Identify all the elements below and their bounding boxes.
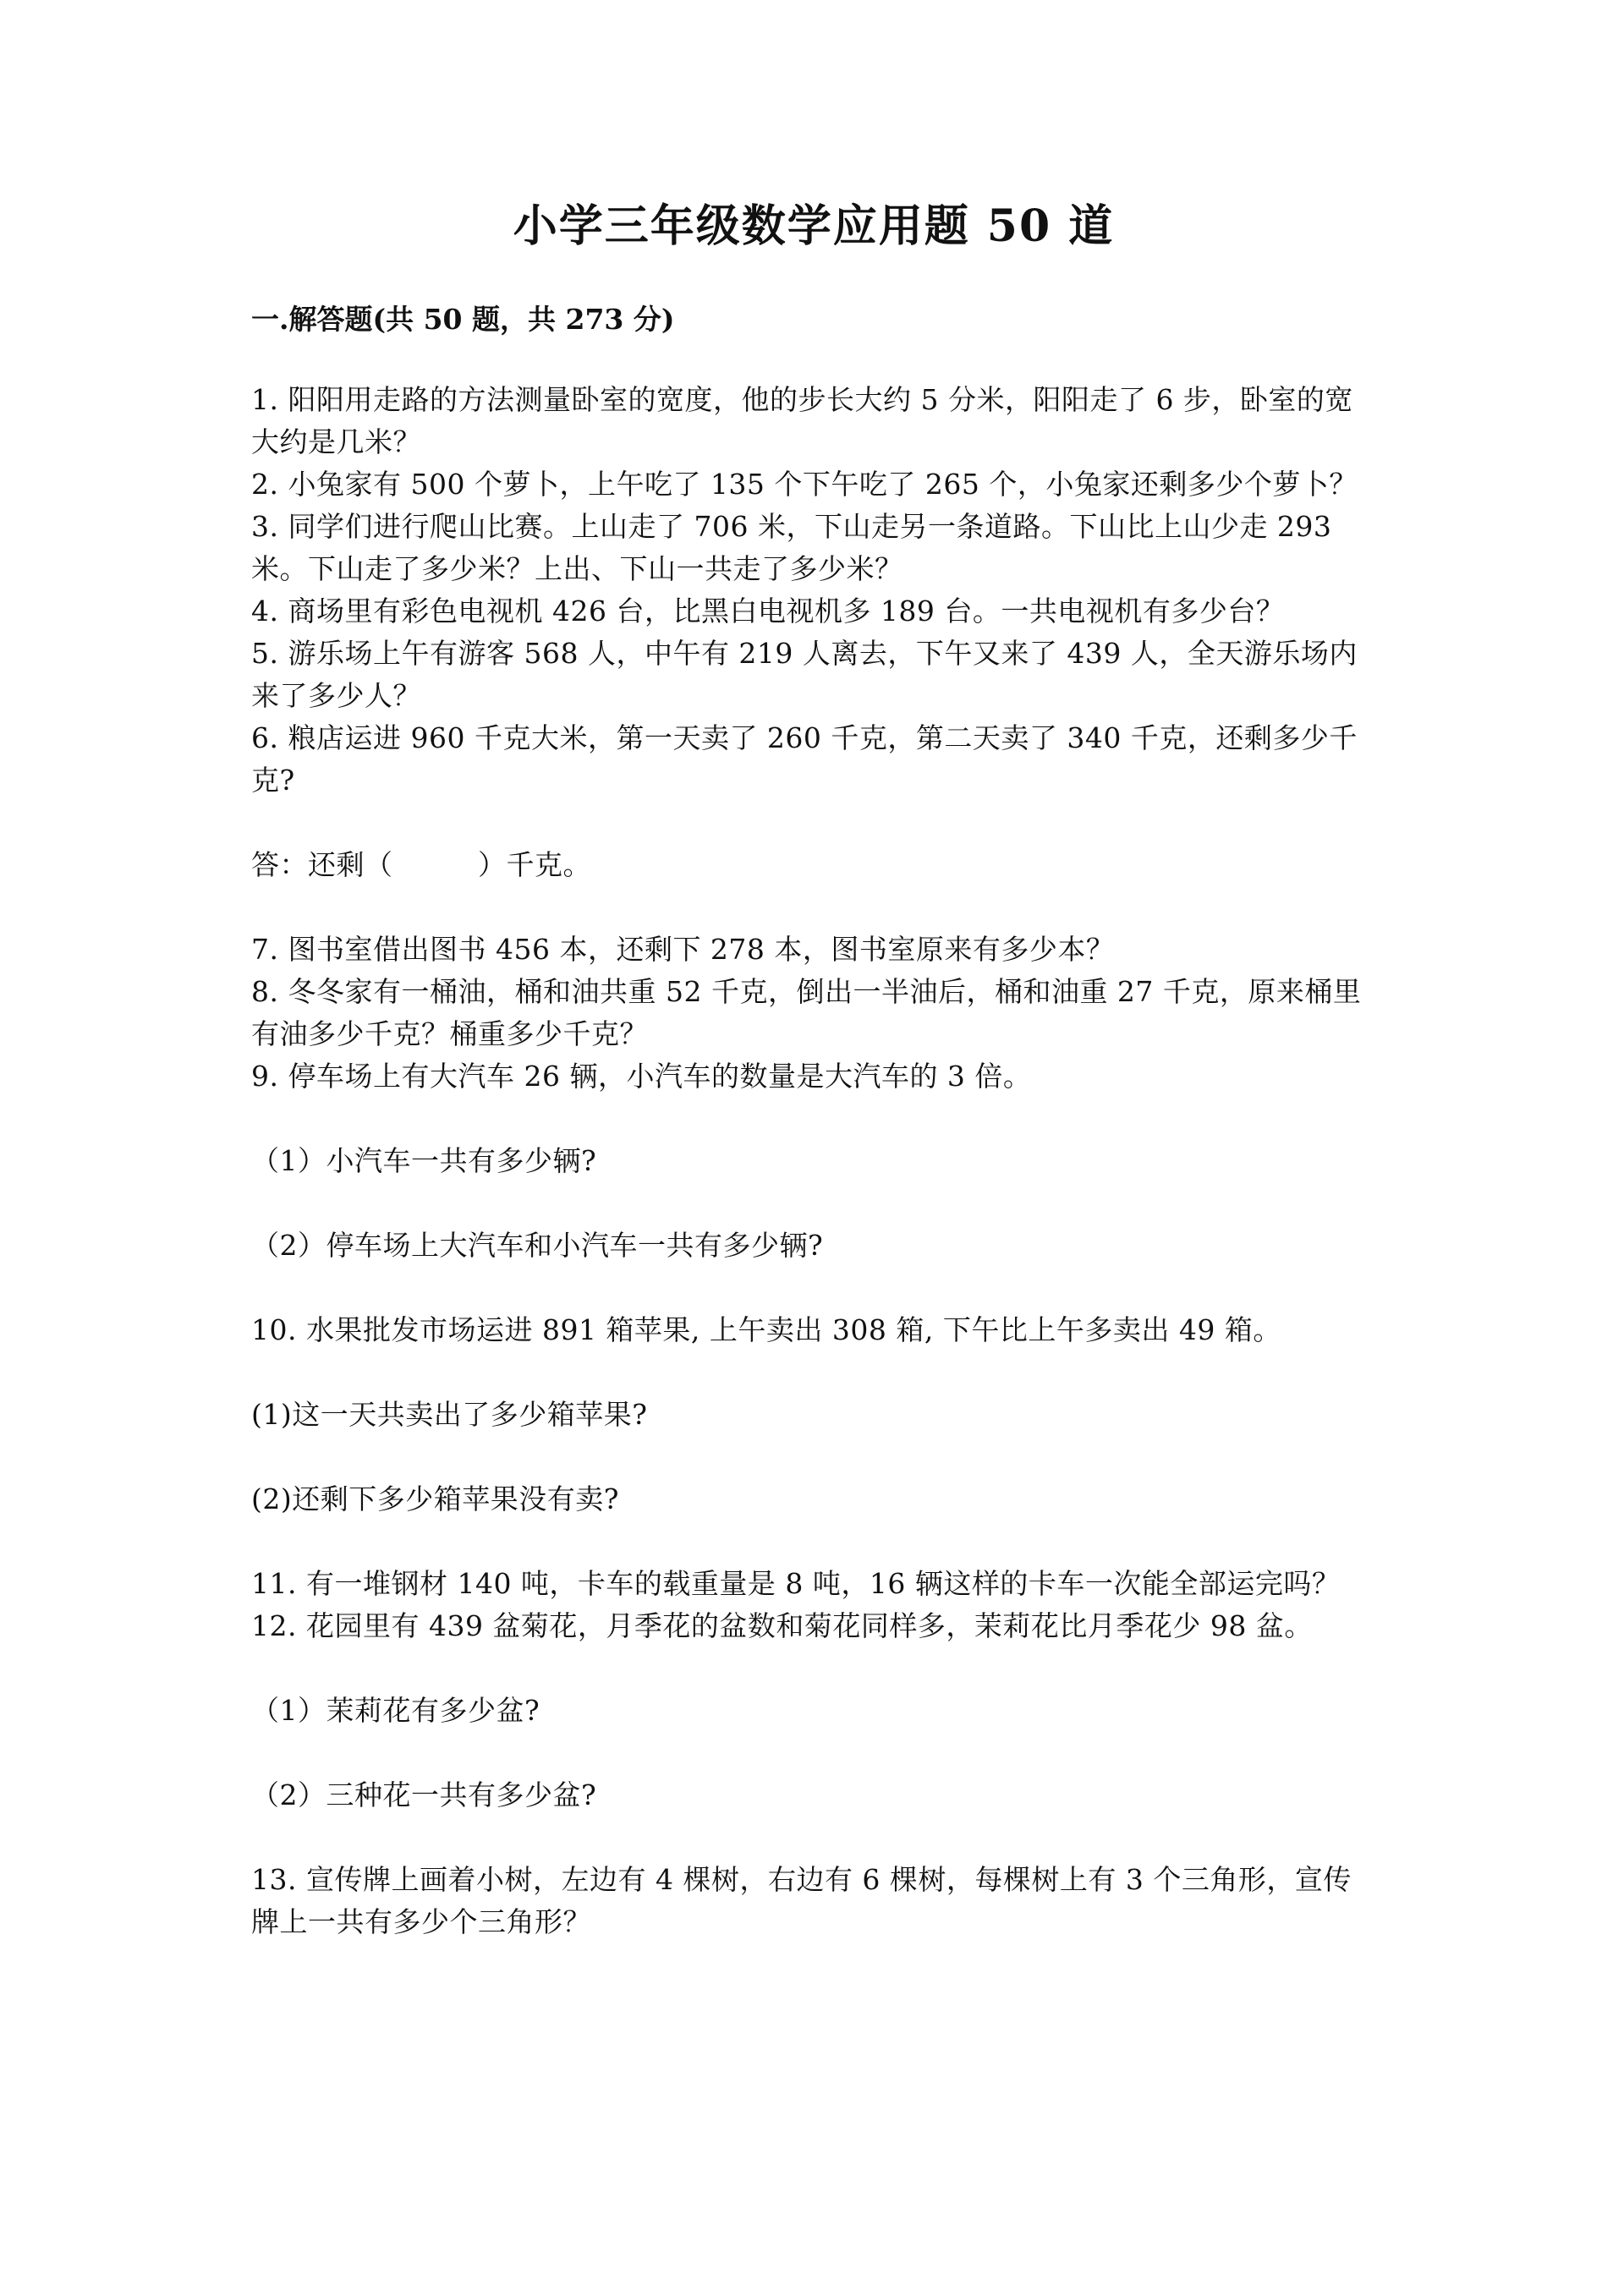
- sub-question-9-1: （1）小汽车一共有多少辆?: [251, 1144, 597, 1177]
- section-heading: 一.解答题(共 50 题，共 273 分): [251, 303, 675, 336]
- page-title: 小学三年级数学应用题 50 道: [513, 200, 1115, 252]
- sub-question-12-2: （2）三种花一共有多少盆?: [251, 1778, 597, 1811]
- question-13: 13. 宣传牌上画着小树，左边有 4 棵树，右边有 6 棵树，每棵树上有 3 个三角形，宣传牌上一共有多少个三角形？: [251, 1863, 1352, 1938]
- sub-question-12-1: （1）茉莉花有多少盆?: [251, 1694, 540, 1727]
- question-list: [251, 379, 1376, 1943]
- question-2: 2. 小兔家有 500 个萝卜，上午吃了 135 个下午吃了 265 个，小兔家还剩多少个萝卜？: [251, 468, 1358, 501]
- question-12: 12. 花园里有 439 盆菊花，月季花的盆数和菊花同样多，茉莉花比月季花少 98 盆。: [251, 1609, 1313, 1642]
- question-3: 3. 同学们进行爬山比赛。上山走了 706 米，下山走另一条道路。下山比上山少走 293 米。下山走了多少米？上出、下山一共走了多少米？: [251, 510, 1332, 585]
- question-5: 5. 游乐场上午有游客 568 人，中午有 219 人离去，下午又来了 439 人，全天游乐场内来了多少人？: [251, 637, 1358, 712]
- question-1: 1. 阳阳用走路的方法测量卧室的宽度，他的步长大约 5 分米，阳阳走了 6 步，卧室的宽大约是几米？: [251, 383, 1353, 458]
- question-8: 8. 冬冬家有一桶油，桶和油共重 52 千克，倒出一半油后，桶和油重 27 千克，原来桶里有油多少千克？桶重多少千克？: [251, 975, 1362, 1050]
- sub-question-10-1: (1)这一天共卖出了多少箱苹果?: [251, 1398, 648, 1431]
- question-7: 7. 图书室借出图书 456 本，还剩下 278 本，图书室原来有多少本？: [251, 933, 1115, 966]
- question-6: 6. 粮店运进 960 千克大米，第一天卖了 260 千克，第二天卖了 340 千克，还剩多少千克?: [251, 721, 1358, 797]
- sub-question-10-2: (2)还剩下多少箱苹果没有卖?: [251, 1482, 619, 1515]
- sub-question-9-2: （2）停车场上大汽车和小汽车一共有多少辆?: [251, 1229, 824, 1262]
- question-9: 9. 停车场上有大汽车 26 辆，小汽车的数量是大汽车的 3 倍。: [251, 1060, 1032, 1093]
- question-11: 11. 有一堆钢材 140 吨，卡车的载重量是 8 吨，16 辆这样的卡车一次能全部运完吗？: [251, 1567, 1341, 1600]
- answer-line-6: 答：还剩（ ）千克。: [251, 848, 591, 881]
- question-10: 10. 水果批发市场运进 891 箱苹果, 上午卖出 308 箱, 下午比上午多卖出 49 箱。: [251, 1313, 1281, 1346]
- question-4: 4. 商场里有彩色电视机 426 台，比黑白电视机多 189 台。一共电视机有多少台？: [251, 595, 1285, 627]
